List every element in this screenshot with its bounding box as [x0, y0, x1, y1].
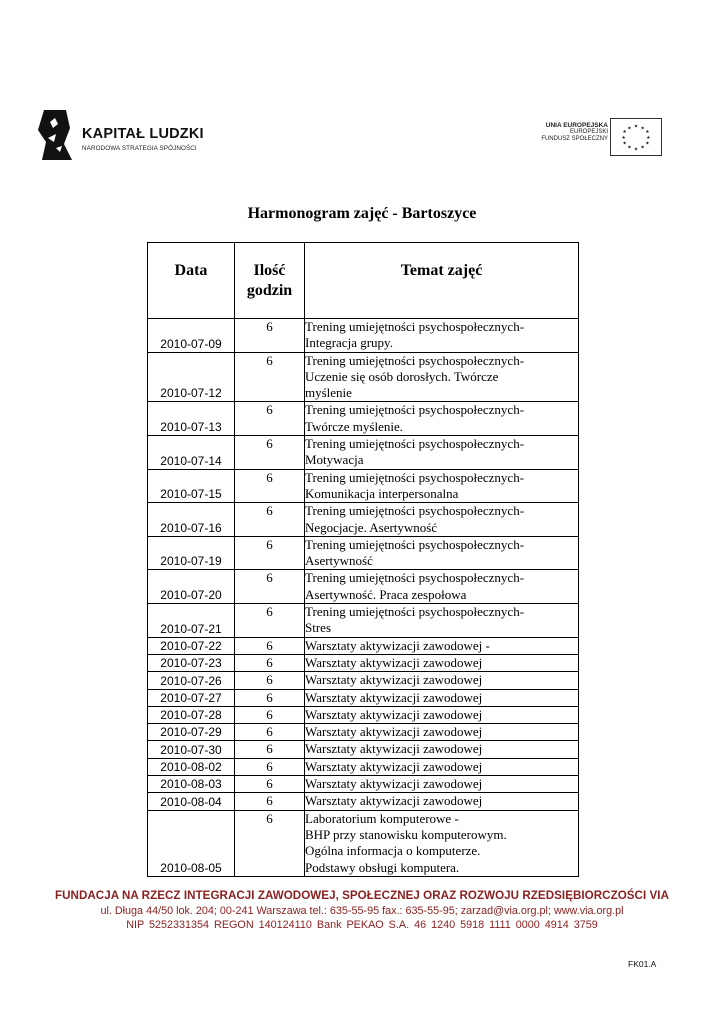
date-cell: 2010-08-05 — [148, 810, 235, 876]
hours-cell: 6 — [235, 758, 305, 775]
schedule-body — [148, 319, 579, 877]
date-cell: 2010-07-09 — [148, 319, 235, 353]
topic-cell: Laboratorium komputerowe - BHP przy stanowisku komputerowym. Ogólna informacja o komputerze. Podstawy obsługi komputera. — [305, 810, 579, 876]
table-row — [148, 689, 579, 706]
svg-text:★: ★ — [640, 145, 645, 151]
topic-cell: Trening umiejętności psychospołecznych- Asertywność — [305, 536, 579, 570]
table-row — [148, 436, 579, 470]
table-row — [148, 469, 579, 503]
table-row — [148, 776, 579, 793]
footer — [0, 889, 724, 931]
svg-text:★: ★ — [622, 141, 627, 147]
table-row — [148, 758, 579, 775]
header-hours — [235, 243, 305, 319]
topic-cell: Warsztaty aktywizacji zawodowej — [305, 776, 579, 793]
table-row — [148, 604, 579, 638]
header-topic: Temat zajęć — [305, 243, 579, 319]
topic-cell: Trening umiejętności psychospołecznych- Twórcze myślenie. — [305, 402, 579, 436]
header-hours-line2: godzin — [246, 282, 293, 299]
date-cell: 2010-07-22 — [148, 637, 235, 654]
svg-text:★: ★ — [640, 126, 645, 132]
schedule-table — [147, 242, 579, 877]
table-row — [148, 672, 579, 689]
date-cell: 2010-07-29 — [148, 724, 235, 741]
date-cell: 2010-07-28 — [148, 706, 235, 723]
date-cell: 2010-08-02 — [148, 758, 235, 775]
document-title: Harmonogram zajęć - Bartoszyce — [247, 205, 477, 222]
date-cell: 2010-08-03 — [148, 776, 235, 793]
topic-cell: Trening umiejętności psychospołecznych- Integracja grupy. — [305, 319, 579, 353]
svg-text:★: ★ — [627, 145, 632, 151]
svg-text:★: ★ — [646, 135, 651, 141]
svg-text:★: ★ — [645, 141, 650, 147]
table-row — [148, 741, 579, 758]
table-row — [148, 570, 579, 604]
header-date: Data — [148, 243, 235, 319]
svg-text:★: ★ — [622, 130, 627, 136]
date-cell: 2010-07-19 — [148, 536, 235, 570]
hours-cell: 6 — [235, 776, 305, 793]
eu-logo-line2: EUROPEJSKI — [569, 129, 608, 136]
date-cell: 2010-07-21 — [148, 604, 235, 638]
eu-logo-line1: UNIA EUROPEJSKA — [545, 122, 608, 129]
svg-text:★: ★ — [633, 124, 639, 130]
topic-cell: Warsztaty aktywizacji zawodowej — [305, 758, 579, 775]
form-code: FK01.A — [628, 959, 657, 969]
eu-flag-icon — [610, 118, 662, 156]
hours-cell: 6 — [235, 604, 305, 638]
table-row — [148, 637, 579, 654]
topic-cell: Trening umiejętności psychospołecznych- Motywacja — [305, 436, 579, 470]
table-row — [148, 319, 579, 353]
hours-cell: 6 — [235, 352, 305, 402]
topic-cell: Warsztaty aktywizacji zawodowej — [305, 689, 579, 706]
svg-text:★: ★ — [627, 126, 632, 132]
table-row — [148, 793, 579, 810]
hours-cell: 6 — [235, 741, 305, 758]
hours-cell: 6 — [235, 706, 305, 723]
date-cell: 2010-07-30 — [148, 741, 235, 758]
topic-cell: Warsztaty aktywizacji zawodowej - — [305, 637, 579, 654]
topic-cell: Warsztaty aktywizacji zawodowej — [305, 654, 579, 671]
date-cell: 2010-07-20 — [148, 570, 235, 604]
topic-cell: Warsztaty aktywizacji zawodowej — [305, 672, 579, 689]
kapital-ludzki-mark-icon — [36, 108, 74, 162]
table-header-row — [148, 243, 579, 319]
date-cell: 2010-07-26 — [148, 672, 235, 689]
footer-organization: FUNDACJA NA RZECZ INTEGRACJI ZAWODOWEJ, SPOŁECZNEJ ORAZ ROZWOJU RZEDSIĘBIORCZOŚCI VIA — [54, 889, 670, 902]
table-row — [148, 810, 579, 876]
topic-cell: Trening umiejętności psychospołecznych- Uczenie się osób dorosłych. Twórcze myślenie — [305, 352, 579, 402]
hours-cell: 6 — [235, 637, 305, 654]
hours-cell: 6 — [235, 724, 305, 741]
table-row — [148, 706, 579, 723]
header-hours-line1: Ilość — [253, 262, 286, 279]
topic-cell: Warsztaty aktywizacji zawodowej — [305, 706, 579, 723]
table-row — [148, 352, 579, 402]
hours-cell: 6 — [235, 810, 305, 876]
hours-cell: 6 — [235, 503, 305, 537]
hours-cell: 6 — [235, 436, 305, 470]
kapital-ludzki-title: KAPITAŁ LUDZKI — [82, 126, 204, 142]
date-cell: 2010-07-15 — [148, 469, 235, 503]
hours-cell: 6 — [235, 654, 305, 671]
kapital-ludzki-logo — [36, 108, 226, 164]
date-cell: 2010-08-04 — [148, 793, 235, 810]
hours-cell: 6 — [235, 536, 305, 570]
topic-cell: Warsztaty aktywizacji zawodowej — [305, 724, 579, 741]
topic-cell: Trening umiejętności psychospołecznych- Asertywność. Praca zespołowa — [305, 570, 579, 604]
eu-logo-text — [541, 122, 608, 143]
table-row — [148, 402, 579, 436]
eu-logo — [524, 118, 664, 158]
date-cell: 2010-07-13 — [148, 402, 235, 436]
table-row — [148, 724, 579, 741]
date-cell: 2010-07-12 — [148, 352, 235, 402]
svg-text:★: ★ — [645, 130, 650, 136]
hours-cell: 6 — [235, 469, 305, 503]
hours-cell: 6 — [235, 570, 305, 604]
topic-cell: Warsztaty aktywizacji zawodowej — [305, 793, 579, 810]
topic-cell: Trening umiejętności psychospołecznych- Komunikacja interpersonalna — [305, 469, 579, 503]
svg-text:★: ★ — [633, 147, 639, 153]
kapital-ludzki-subtitle: NARODOWA STRATEGIA SPÓJNOŚCI — [82, 145, 197, 152]
hours-cell: 6 — [235, 689, 305, 706]
footer-address: ul. Długa 44/50 lok. 204; 00-241 Warszawa tel.: 635-55-95 fax.: 635-55-95; zarzad@via.org.pl; www.via.org.pl — [100, 905, 624, 917]
hours-cell: 6 — [235, 793, 305, 810]
date-cell: 2010-07-23 — [148, 654, 235, 671]
table-row — [148, 503, 579, 537]
topic-cell: Trening umiejętności psychospołecznych- Negocjacje. Asertywność — [305, 503, 579, 537]
hours-cell: 6 — [235, 672, 305, 689]
table-row — [148, 654, 579, 671]
hours-cell: 6 — [235, 319, 305, 353]
footer-identifiers: NIP 5252331354 REGON 140124110 Bank PEKAO S.A. 46 1240 5918 1111 0000 4914 3759 — [126, 919, 598, 931]
date-cell: 2010-07-16 — [148, 503, 235, 537]
topic-cell: Warsztaty aktywizacji zawodowej — [305, 741, 579, 758]
date-cell: 2010-07-14 — [148, 436, 235, 470]
date-cell: 2010-07-27 — [148, 689, 235, 706]
topic-cell: Trening umiejętności psychospołecznych- Stres — [305, 604, 579, 638]
svg-text:★: ★ — [621, 135, 626, 141]
eu-logo-line3: FUNDUSZ SPOŁECZNY — [541, 136, 608, 143]
table-row — [148, 536, 579, 570]
hours-cell: 6 — [235, 402, 305, 436]
